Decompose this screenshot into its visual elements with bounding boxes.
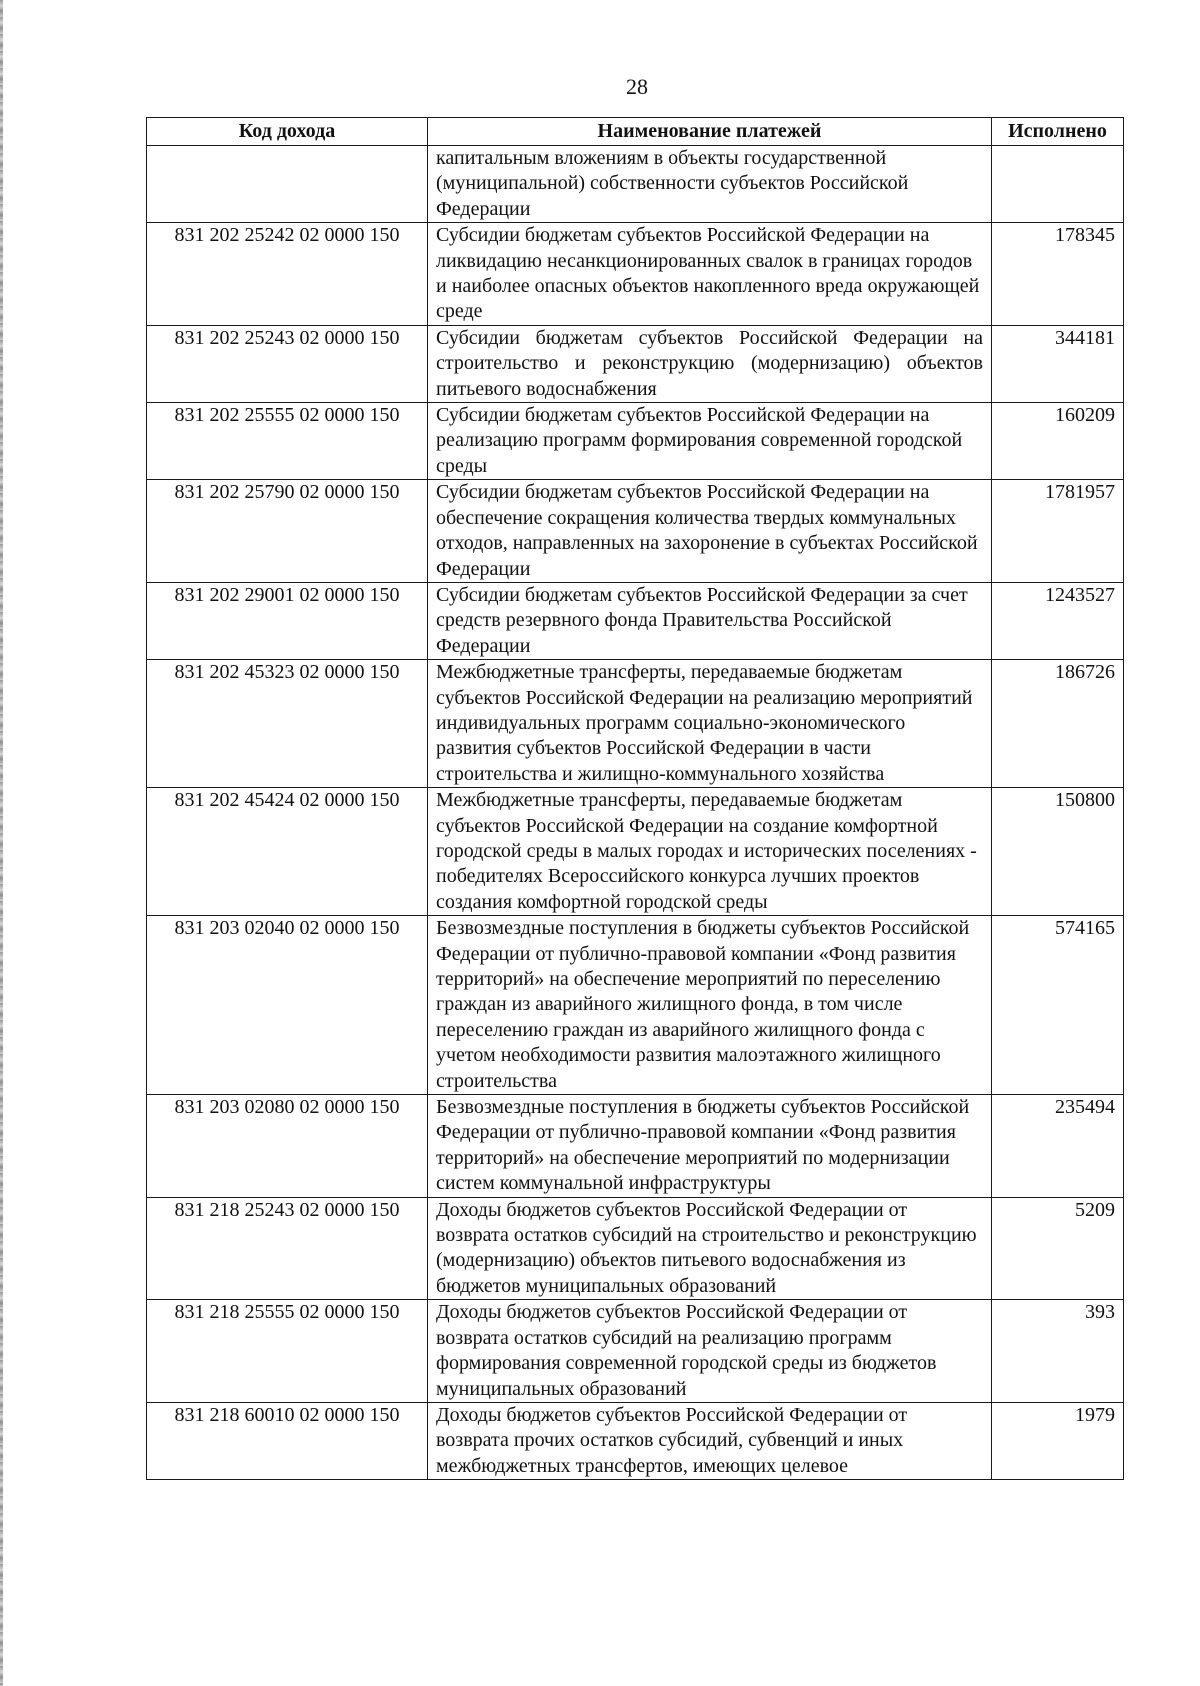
table-row bbox=[147, 1300, 1124, 1403]
table-header-row bbox=[147, 118, 1124, 146]
executed-amount: 1781957 bbox=[992, 480, 1124, 583]
executed-amount: 344181 bbox=[992, 325, 1124, 402]
payment-name: Безвозмездные поступления в бюджеты субъектов Российской Федерации от публично-правовой компании «Фонд развития территорий» на обеспечение мероприятий по модернизации систем коммунальной инфраструктуры bbox=[428, 1095, 992, 1198]
payment-name: капитальным вложениям в объекты государственной (муниципальной) собственности субъектов Российской Федерации bbox=[428, 146, 992, 223]
revenue-table bbox=[146, 117, 1124, 1480]
income-code: 831 203 02040 02 0000 150 bbox=[147, 916, 428, 1095]
payment-name: Субсидии бюджетам субъектов Российской Федерации на ликвидацию несанкционированных свалок в границах городов и наиболее опасных объектов накопленного вреда окружающей среде bbox=[428, 223, 992, 326]
table-row bbox=[147, 223, 1124, 326]
table-row bbox=[147, 582, 1124, 659]
payment-name: Доходы бюджетов субъектов Российской Федерации от возврата остатков субсидий на реализацию программ формирования современной городской среды из бюджетов муниципальных образований bbox=[428, 1300, 992, 1403]
scan-edge bbox=[0, 0, 3, 1686]
table-row bbox=[147, 1095, 1124, 1198]
income-code: 831 202 25555 02 0000 150 bbox=[147, 403, 428, 480]
executed-amount: 574165 bbox=[992, 916, 1124, 1095]
payment-name: Доходы бюджетов субъектов Российской Федерации от возврата прочих остатков субсидий, субвенций и иных межбюджетных трансфертов, имеющих целевое bbox=[428, 1402, 992, 1479]
payment-name: Межбюджетные трансферты, передаваемые бюджетам субъектов Российской Федерации на создание комфортной городской среды в малых городах и исторических поселениях - победителях Всероссийского конкурса лучших проектов создания комфортной городской среды bbox=[428, 788, 992, 916]
header-name: Наименование платежей bbox=[428, 118, 992, 146]
income-code: 831 202 25243 02 0000 150 bbox=[147, 325, 428, 402]
executed-amount: 178345 bbox=[992, 223, 1124, 326]
table-row bbox=[147, 146, 1124, 223]
executed-amount: 150800 bbox=[992, 788, 1124, 916]
income-code: 831 202 45424 02 0000 150 bbox=[147, 788, 428, 916]
table-row bbox=[147, 788, 1124, 916]
header-executed: Исполнено bbox=[992, 118, 1124, 146]
executed-amount: 160209 bbox=[992, 403, 1124, 480]
payment-name: Субсидии бюджетам субъектов Российской Федерации на обеспечение сокращения количества твердых коммунальных отходов, направленных на захоронение в субъектах Российской Федерации bbox=[428, 480, 992, 583]
payment-name: Безвозмездные поступления в бюджеты субъектов Российской Федерации от публично-правовой компании «Фонд развития территорий» на обеспечение мероприятий по переселению граждан из аварийного жилищного фонда, в том числе переселению граждан из аварийного жилищного фонда с учетом необходимости развития малоэтажного жилищного строительства bbox=[428, 916, 992, 1095]
executed-amount: 1243527 bbox=[992, 582, 1124, 659]
table-row bbox=[147, 660, 1124, 788]
page-number: 28 bbox=[626, 74, 648, 99]
income-code: 831 203 02080 02 0000 150 bbox=[147, 1095, 428, 1198]
executed-amount: 393 bbox=[992, 1300, 1124, 1403]
table-row bbox=[147, 403, 1124, 480]
payment-name: Доходы бюджетов субъектов Российской Федерации от возврата остатков субсидий на строительство и реконструкцию (модернизацию) объектов питьевого водоснабжения из бюджетов муниципальных образований bbox=[428, 1197, 992, 1300]
payment-name: Субсидии бюджетам субъектов Российской Федерации на строительство и реконструкцию (модернизацию) объектов питьевого водоснабжения bbox=[428, 325, 992, 402]
table-row bbox=[147, 1197, 1124, 1300]
table-row bbox=[147, 480, 1124, 583]
table-row bbox=[147, 1402, 1124, 1479]
income-code: 831 202 45323 02 0000 150 bbox=[147, 660, 428, 788]
header-code: Код дохода bbox=[147, 118, 428, 146]
payment-name: Субсидии бюджетам субъектов Российской Федерации на реализацию программ формирования современной городской среды bbox=[428, 403, 992, 480]
income-code: 831 218 25555 02 0000 150 bbox=[147, 1300, 428, 1403]
income-code: 831 218 60010 02 0000 150 bbox=[147, 1402, 428, 1479]
income-code: 831 202 25242 02 0000 150 bbox=[147, 223, 428, 326]
income-code: 831 202 25790 02 0000 150 bbox=[147, 480, 428, 583]
table-row bbox=[147, 916, 1124, 1095]
executed-amount: 186726 bbox=[992, 660, 1124, 788]
payment-name: Субсидии бюджетам субъектов Российской Федерации за счет средств резервного фонда Правительства Российской Федерации bbox=[428, 582, 992, 659]
executed-amount: 1979 bbox=[992, 1402, 1124, 1479]
executed-amount bbox=[992, 146, 1124, 223]
income-code: 831 218 25243 02 0000 150 bbox=[147, 1197, 428, 1300]
table-row bbox=[147, 325, 1124, 402]
payment-name: Межбюджетные трансферты, передаваемые бюджетам субъектов Российской Федерации на реализацию мероприятий индивидуальных программ социально-экономического развития субъектов Российской Федерации в части строительства и жилищно-коммунального хозяйства bbox=[428, 660, 992, 788]
executed-amount: 235494 bbox=[992, 1095, 1124, 1198]
executed-amount: 5209 bbox=[992, 1197, 1124, 1300]
income-code bbox=[147, 146, 428, 223]
income-code: 831 202 29001 02 0000 150 bbox=[147, 582, 428, 659]
